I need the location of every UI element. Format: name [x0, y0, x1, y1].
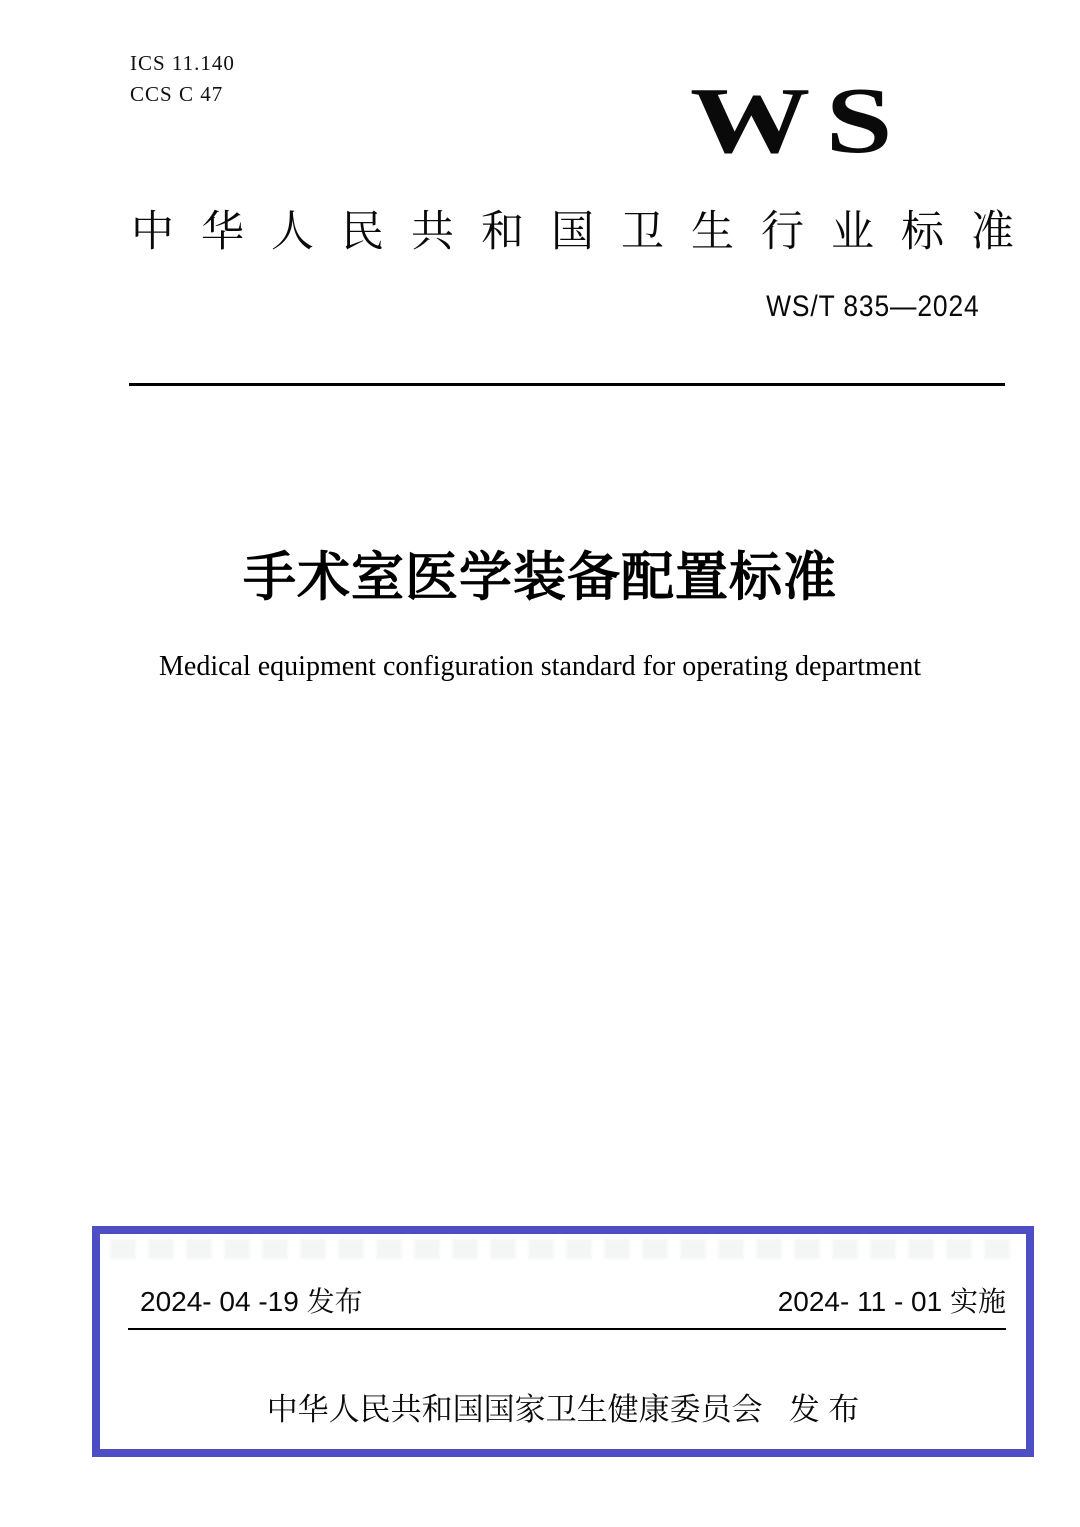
standard-number-text: WS/T 835—2024 — [766, 290, 980, 323]
approval-box — [92, 1226, 1034, 1457]
document-title-en: Medical equipment configuration standard for operating department — [159, 651, 921, 682]
publish-action: 发 布 — [788, 1392, 860, 1427]
implement-date: 2024- 11 - 01 实施 — [777, 1286, 1006, 1317]
standard-number — [737, 291, 980, 323]
bleed-through-artifact — [110, 1239, 1016, 1259]
classification-codes — [130, 48, 235, 110]
dates-underline — [128, 1328, 1006, 1330]
publisher-row — [100, 1392, 1026, 1428]
publisher-name: 中华人民共和国国家卫生健康委员会 — [266, 1392, 763, 1427]
ws-logo: WS — [690, 69, 908, 173]
document-title-zh: 手术室医学装备配置标准 — [243, 548, 837, 607]
ccs-code: CCS C 47 — [130, 82, 224, 106]
horizontal-rule — [129, 383, 1005, 386]
ics-code: ICS 11.140 — [130, 51, 235, 75]
dates-row — [128, 1286, 1006, 1318]
standard-type-title: 中华人民共和国卫生行业标准 — [131, 208, 1041, 256]
issue-date: 2024- 04 -19 发布 — [140, 1286, 363, 1317]
